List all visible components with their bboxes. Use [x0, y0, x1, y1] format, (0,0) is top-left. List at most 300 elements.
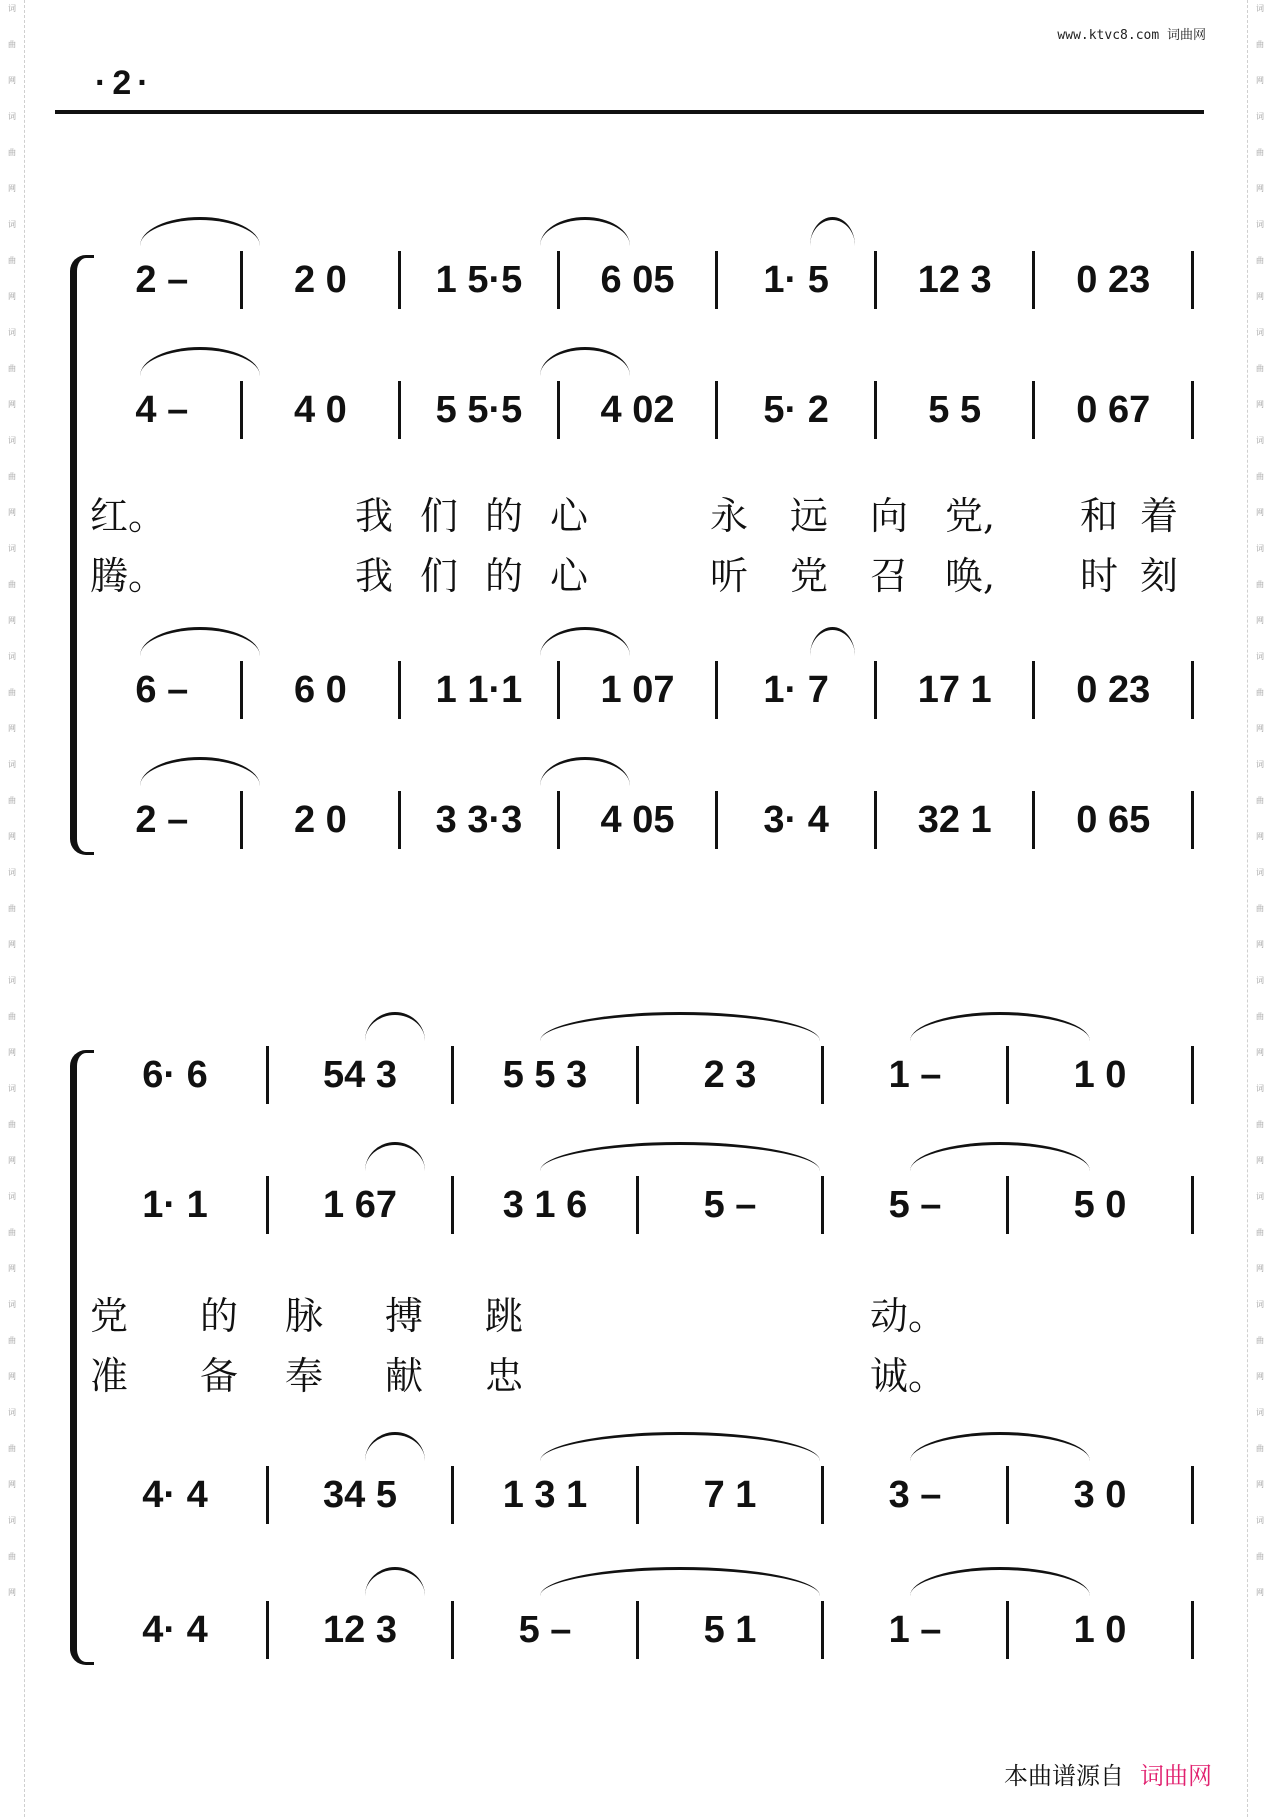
- measure-notes: 4 –: [135, 388, 189, 431]
- watermark-glyph: 曲: [1256, 1012, 1264, 1021]
- barline: [715, 381, 718, 439]
- watermark-glyph: 曲: [1256, 148, 1264, 157]
- watermark-glyph: 曲: [1256, 472, 1264, 481]
- measure: [1051, 259, 1175, 302]
- watermark-glyph: 网: [1256, 184, 1264, 193]
- barline: [398, 791, 401, 849]
- watermark-glyph: 曲: [8, 688, 16, 697]
- measure: [840, 1609, 990, 1652]
- measure-notes: 12 3: [323, 1608, 397, 1651]
- measure: [100, 389, 224, 432]
- measure-notes: 4 02: [600, 388, 675, 431]
- barline: [557, 381, 560, 439]
- watermark-glyph: 曲: [1256, 1228, 1264, 1237]
- watermark-glyph: 词: [8, 1192, 16, 1201]
- lyric-char: 远: [790, 494, 829, 538]
- measure-notes: 1· 1: [142, 1183, 208, 1226]
- lyric-char: 诚。: [870, 1354, 947, 1398]
- watermark-glyph: 词: [8, 220, 16, 229]
- note-line: [100, 375, 1210, 445]
- measure: [840, 1474, 990, 1517]
- lyric-char: 唤,: [945, 554, 996, 598]
- tie-arc: [140, 757, 260, 786]
- lyric-char: 动。: [870, 1294, 947, 1338]
- barline: [557, 251, 560, 309]
- measure-notes: 4· 4: [142, 1608, 208, 1651]
- note-line: [100, 1040, 1210, 1110]
- barline: [557, 791, 560, 849]
- measure: [734, 669, 858, 712]
- barline: [1191, 791, 1194, 849]
- measure-notes: 2 –: [135, 258, 189, 301]
- watermark-glyph: 网: [8, 508, 16, 517]
- barline: [240, 661, 243, 719]
- watermark-glyph: 词: [8, 1084, 16, 1093]
- watermark-glyph: 曲: [8, 1444, 16, 1453]
- measure-notes: 4· 4: [142, 1473, 208, 1516]
- measure-notes: 1 3 1: [502, 1473, 588, 1516]
- measure-notes: 2 0: [293, 258, 347, 301]
- watermark-glyph: 网: [8, 1264, 16, 1273]
- measure-notes: 1 67: [323, 1183, 397, 1226]
- watermark-glyph: 曲: [8, 364, 16, 373]
- watermark-glyph: 词: [1256, 4, 1264, 13]
- measure-notes: 2 –: [135, 798, 189, 841]
- barline: [1191, 661, 1194, 719]
- watermark-glyph: 曲: [1256, 796, 1264, 805]
- watermark-glyph: 网: [1256, 292, 1264, 301]
- measure: [285, 1054, 435, 1097]
- watermark-glyph: 曲: [8, 1336, 16, 1345]
- footer-source-note: [1004, 1756, 1212, 1791]
- measure: [470, 1474, 620, 1517]
- barline: [715, 661, 718, 719]
- measure: [893, 799, 1017, 842]
- barline: [451, 1466, 454, 1524]
- watermark-glyph: 网: [1256, 724, 1264, 733]
- lyric-char: 时: [1080, 554, 1119, 598]
- barline: [821, 1601, 824, 1659]
- lyric-char: 脉: [285, 1294, 324, 1338]
- watermark-margin-left: [0, 0, 25, 1817]
- watermark-glyph: 网: [1256, 76, 1264, 85]
- measure-notes: 0 23: [1076, 258, 1151, 301]
- tie-arc: [540, 1012, 820, 1041]
- measure-notes: 1 –: [888, 1053, 942, 1096]
- measure-notes: 0 67: [1076, 388, 1151, 431]
- tie-arc: [365, 1432, 425, 1461]
- watermark-glyph: 曲: [8, 148, 16, 157]
- measure-notes: 1· 5: [763, 258, 829, 301]
- watermark-glyph: 网: [8, 832, 16, 841]
- measure-notes: 2 0: [293, 798, 347, 841]
- measure-notes: 4 05: [600, 798, 675, 841]
- measure-notes: 5 –: [703, 1183, 757, 1226]
- barline: [1191, 1601, 1194, 1659]
- watermark-margin-right: [1247, 0, 1272, 1817]
- measure: [1025, 1054, 1175, 1097]
- watermark-glyph: 网: [1256, 1156, 1264, 1165]
- measure-notes: 1 1·1: [435, 668, 523, 711]
- barline: [1006, 1046, 1009, 1104]
- lyric-line-1: [90, 1285, 1210, 1337]
- lyric-char: 召: [870, 554, 909, 598]
- measure-notes: 34 5: [323, 1473, 397, 1516]
- watermark-glyph: 网: [8, 1048, 16, 1057]
- tie-arc: [140, 347, 260, 376]
- staff-part-4: [100, 745, 1210, 855]
- watermark-glyph: 网: [1256, 508, 1264, 517]
- barline: [1006, 1601, 1009, 1659]
- barline: [398, 661, 401, 719]
- tie-arc: [540, 757, 630, 786]
- measure-notes: 5 –: [888, 1183, 942, 1226]
- lyric-char: 备: [200, 1354, 239, 1398]
- barline: [1032, 381, 1035, 439]
- measure: [259, 669, 383, 712]
- measure-notes: 3 0: [1073, 1473, 1127, 1516]
- watermark-glyph: 曲: [8, 1012, 16, 1021]
- watermark-glyph: 曲: [1256, 1444, 1264, 1453]
- barline: [451, 1176, 454, 1234]
- watermark-glyph: 词: [8, 868, 16, 877]
- watermark-glyph: 词: [1256, 760, 1264, 769]
- lyric-char: 党,: [945, 494, 996, 538]
- measure: [259, 389, 383, 432]
- measure-notes: 0 65: [1076, 798, 1151, 841]
- measure: [893, 259, 1017, 302]
- measure: [470, 1609, 620, 1652]
- tie-arc: [540, 1432, 820, 1461]
- measure-notes: 6 –: [135, 668, 189, 711]
- barline: [240, 251, 243, 309]
- lyric-char: 准: [90, 1354, 129, 1398]
- measure: [734, 259, 858, 302]
- lyric-char: 腾。: [90, 554, 167, 598]
- measure: [285, 1474, 435, 1517]
- tie-arc: [810, 627, 855, 656]
- note-line: [100, 655, 1210, 725]
- measure-notes: 1 5·5: [435, 258, 523, 301]
- page-number: ·2·: [95, 64, 155, 102]
- watermark-glyph: 曲: [1256, 580, 1264, 589]
- watermark-glyph: 网: [1256, 1048, 1264, 1057]
- barline: [821, 1046, 824, 1104]
- tie-arc: [540, 1142, 820, 1171]
- measure: [893, 389, 1017, 432]
- measure: [285, 1609, 435, 1652]
- tie-arc: [910, 1567, 1090, 1596]
- staff-part-4: [100, 1555, 1210, 1665]
- measure-notes: 5 –: [518, 1608, 572, 1651]
- lyric-char: 的: [200, 1294, 239, 1338]
- lyric-line-2: [90, 545, 1210, 597]
- measure: [417, 389, 541, 432]
- note-line: [100, 245, 1210, 315]
- lyric-char: 着: [1140, 494, 1179, 538]
- watermark-glyph: 网: [8, 400, 16, 409]
- lyric-char: 跳: [485, 1294, 524, 1338]
- watermark-glyph: 网: [8, 184, 16, 193]
- watermark-glyph: 网: [1256, 400, 1264, 409]
- watermark-glyph: 曲: [1256, 688, 1264, 697]
- tie-arc: [540, 347, 630, 376]
- barline: [715, 791, 718, 849]
- measure: [100, 1184, 250, 1227]
- measure: [840, 1054, 990, 1097]
- lyric-line-2: [90, 1345, 1210, 1397]
- measure: [840, 1184, 990, 1227]
- staff-part-1: [100, 205, 1210, 315]
- measure-notes: 2 3: [703, 1053, 757, 1096]
- measure-notes: 17 1: [917, 668, 992, 711]
- watermark-glyph: 词: [8, 544, 16, 553]
- watermark-glyph: 曲: [8, 40, 16, 49]
- measure-notes: 54 3: [323, 1053, 397, 1096]
- barline: [874, 381, 877, 439]
- lyric-char: 党: [790, 554, 829, 598]
- barline: [874, 661, 877, 719]
- barline: [636, 1466, 639, 1524]
- lyric-char: 我: [355, 554, 394, 598]
- watermark-glyph: 网: [8, 76, 16, 85]
- measure-notes: 1 –: [888, 1608, 942, 1651]
- tie-arc: [910, 1432, 1090, 1461]
- barline: [715, 251, 718, 309]
- measure: [100, 1609, 250, 1652]
- measure: [1051, 799, 1175, 842]
- barline: [398, 251, 401, 309]
- measure-notes: 3 3·3: [435, 798, 523, 841]
- measure-notes: 32 1: [917, 798, 992, 841]
- watermark-glyph: 曲: [8, 1552, 16, 1561]
- watermark-glyph: 词: [1256, 1408, 1264, 1417]
- barline: [874, 791, 877, 849]
- staff-part-2: [100, 335, 1210, 445]
- measure: [734, 389, 858, 432]
- lyric-line-1: [90, 485, 1210, 537]
- lyric-char: 献: [385, 1354, 424, 1398]
- lyric-char: 们: [420, 494, 459, 538]
- measure: [655, 1474, 805, 1517]
- measure: [100, 259, 224, 302]
- tie-arc: [540, 1567, 820, 1596]
- measure: [576, 799, 700, 842]
- note-line: [100, 785, 1210, 855]
- lyric-char: 刻: [1140, 554, 1179, 598]
- measure-notes: 3 1 6: [502, 1183, 588, 1226]
- measure: [259, 799, 383, 842]
- barline: [821, 1466, 824, 1524]
- watermark-glyph: 曲: [8, 580, 16, 589]
- barline: [266, 1176, 269, 1234]
- watermark-glyph: 词: [8, 760, 16, 769]
- barline: [451, 1601, 454, 1659]
- measure: [1025, 1474, 1175, 1517]
- watermark-glyph: 曲: [8, 1120, 16, 1129]
- measure: [1025, 1609, 1175, 1652]
- watermark-glyph: 网: [1256, 940, 1264, 949]
- watermark-glyph: 词: [1256, 1192, 1264, 1201]
- measure: [1051, 669, 1175, 712]
- lyric-char: 奉: [285, 1354, 324, 1398]
- measure: [100, 669, 224, 712]
- measure: [417, 669, 541, 712]
- lyric-char: 心: [550, 494, 589, 538]
- barline: [874, 251, 877, 309]
- tie-arc: [540, 217, 630, 246]
- lyric-char: 们: [420, 554, 459, 598]
- measure-notes: 12 3: [917, 258, 992, 301]
- watermark-glyph: 曲: [1256, 1552, 1264, 1561]
- watermark-glyph: 曲: [1256, 40, 1264, 49]
- staff-part-1: [100, 1000, 1210, 1110]
- measure: [655, 1054, 805, 1097]
- barline: [821, 1176, 824, 1234]
- watermark-glyph: 网: [8, 292, 16, 301]
- watermark-glyph: 词: [1256, 976, 1264, 985]
- tie-arc: [365, 1012, 425, 1041]
- measure: [1051, 389, 1175, 432]
- measure-notes: 5 0: [1073, 1183, 1127, 1226]
- barline: [1191, 1466, 1194, 1524]
- watermark-glyph: 网: [8, 1372, 16, 1381]
- measure-notes: 6 0: [293, 668, 347, 711]
- measure-notes: 7 1: [703, 1473, 757, 1516]
- measure-notes: 6· 6: [142, 1053, 208, 1096]
- lyric-char: 的: [485, 554, 524, 598]
- measure-notes: 5 5 3: [502, 1053, 588, 1096]
- lyric-char: 永: [710, 494, 749, 538]
- barline: [557, 661, 560, 719]
- measure: [470, 1184, 620, 1227]
- measure: [734, 799, 858, 842]
- watermark-glyph: 词: [8, 1516, 16, 1525]
- note-line: [100, 1595, 1210, 1665]
- lyric-char: 听: [710, 554, 749, 598]
- measure-notes: 1 0: [1073, 1053, 1127, 1096]
- measure-notes: 5 5·5: [435, 388, 523, 431]
- measure: [285, 1184, 435, 1227]
- measure: [1025, 1184, 1175, 1227]
- lyric-char: 我: [355, 494, 394, 538]
- measure: [655, 1609, 805, 1652]
- footer-brand-link[interactable]: 词曲网: [1140, 1762, 1212, 1790]
- watermark-glyph: 曲: [8, 1228, 16, 1237]
- measure-notes: 0 23: [1076, 668, 1151, 711]
- measure: [576, 389, 700, 432]
- watermark-glyph: 词: [1256, 652, 1264, 661]
- staff-part-3: [100, 615, 1210, 725]
- barline: [266, 1466, 269, 1524]
- barline: [1191, 381, 1194, 439]
- site-url[interactable]: www.ktvc8.com 词曲网: [1057, 28, 1206, 43]
- watermark-glyph: 曲: [8, 256, 16, 265]
- measure-notes: 1 07: [600, 668, 675, 711]
- watermark-glyph: 词: [1256, 328, 1264, 337]
- measure: [259, 259, 383, 302]
- header-rule: [55, 110, 1204, 114]
- barline: [636, 1046, 639, 1104]
- watermark-glyph: 曲: [1256, 904, 1264, 913]
- measure: [417, 799, 541, 842]
- watermark-glyph: 网: [1256, 832, 1264, 841]
- watermark-glyph: 网: [8, 616, 16, 625]
- barline: [1191, 1046, 1194, 1104]
- barline: [398, 381, 401, 439]
- watermark-glyph: 曲: [8, 472, 16, 481]
- watermark-glyph: 网: [8, 1156, 16, 1165]
- watermark-glyph: 词: [1256, 436, 1264, 445]
- lyric-char: 心: [550, 554, 589, 598]
- watermark-glyph: 曲: [8, 796, 16, 805]
- lyric-char: 忠: [485, 1354, 524, 1398]
- measure-notes: 1 0: [1073, 1608, 1127, 1651]
- watermark-glyph: 网: [8, 1480, 16, 1489]
- measure: [417, 259, 541, 302]
- measure-notes: 4 0: [293, 388, 347, 431]
- watermark-glyph: 网: [1256, 1264, 1264, 1273]
- watermark-glyph: 曲: [1256, 256, 1264, 265]
- tie-arc: [540, 627, 630, 656]
- measure: [100, 1474, 250, 1517]
- watermark-glyph: 词: [1256, 544, 1264, 553]
- barline: [1032, 791, 1035, 849]
- score-system-2: [70, 1000, 1210, 1665]
- measure-notes: 5 5: [928, 388, 982, 431]
- watermark-glyph: 词: [8, 1300, 16, 1309]
- tie-arc: [910, 1012, 1090, 1041]
- measure: [576, 669, 700, 712]
- watermark-glyph: 词: [8, 4, 16, 13]
- barline: [1006, 1176, 1009, 1234]
- tie-arc: [365, 1142, 425, 1171]
- watermark-glyph: 曲: [1256, 1336, 1264, 1345]
- watermark-glyph: 词: [1256, 112, 1264, 121]
- watermark-glyph: 词: [1256, 868, 1264, 877]
- measure-notes: 6 05: [600, 258, 675, 301]
- measure-notes: 3 –: [888, 1473, 942, 1516]
- watermark-glyph: 网: [8, 1588, 16, 1597]
- watermark-glyph: 词: [8, 436, 16, 445]
- barline: [636, 1176, 639, 1234]
- watermark-glyph: 曲: [8, 904, 16, 913]
- staff-part-3: [100, 1420, 1210, 1530]
- watermark-glyph: 网: [8, 940, 16, 949]
- lyric-char: 向: [870, 494, 909, 538]
- tie-arc: [140, 627, 260, 656]
- barline: [636, 1601, 639, 1659]
- barline: [451, 1046, 454, 1104]
- score-system-1: [70, 205, 1210, 855]
- measure: [576, 259, 700, 302]
- tie-arc: [810, 217, 855, 246]
- watermark-glyph: 网: [1256, 1480, 1264, 1489]
- watermark-glyph: 网: [1256, 616, 1264, 625]
- watermark-glyph: 网: [8, 724, 16, 733]
- watermark-glyph: 词: [8, 1408, 16, 1417]
- watermark-glyph: 词: [1256, 1084, 1264, 1093]
- watermark-glyph: 词: [1256, 1516, 1264, 1525]
- measure-notes: 5· 2: [763, 388, 829, 431]
- note-line: [100, 1460, 1210, 1530]
- watermark-glyph: 曲: [1256, 364, 1264, 373]
- lyric-char: 红。: [90, 494, 167, 538]
- barline: [1191, 251, 1194, 309]
- tie-arc: [910, 1142, 1090, 1171]
- watermark-glyph: 网: [1256, 1588, 1264, 1597]
- watermark-glyph: 词: [8, 652, 16, 661]
